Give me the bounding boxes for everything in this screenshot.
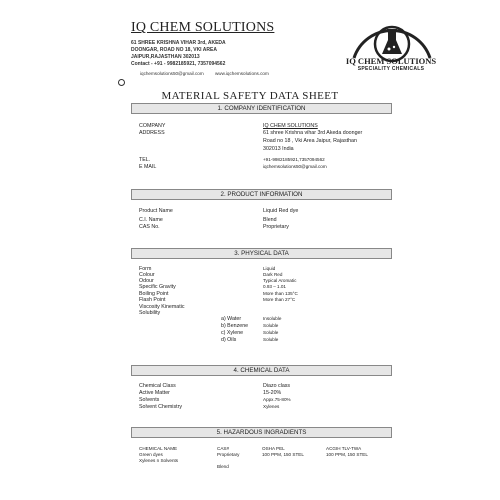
form-value: Liquid: [263, 266, 276, 271]
flash-point-value: More than 27°C: [263, 297, 296, 302]
address-value-1: 61 shree Krishna vihar 3rd Akeda doonger: [263, 130, 363, 136]
hazard-cas-1: Proprietary: [217, 452, 240, 457]
section-1-heading: 1. COMPANY IDENTIFICATION: [131, 103, 392, 114]
specific-gravity-label: Specific Gravity: [139, 284, 176, 290]
specific-gravity-value: 0.93 – 1.01: [263, 284, 286, 289]
boiling-point-label: Boiling Point: [139, 291, 169, 297]
section-3-heading: 3. PHYSICAL DATA: [131, 248, 392, 259]
hazard-header-osha-pel: OSHA PEL: [262, 446, 285, 451]
letterhead-address-line-1: 61 SHREE KRISHNA VIHAR 3rd, AKEDA: [131, 40, 226, 46]
address-value-2: Road no 18 , Vki Area Jaipur, Rajasthan: [263, 138, 357, 144]
solubility-value-benzene: Soluble: [263, 323, 279, 328]
solubility-medium-benzene: b) Benzene: [221, 323, 249, 329]
form-label: Form: [139, 266, 152, 272]
letterhead-address-line-3: JAIPUR,RAJASTHAN 302013: [131, 54, 200, 60]
letterhead-contact: Contact - +91 - 9982185921, 7357094562: [131, 61, 226, 67]
product-name-label: Product Name: [139, 208, 173, 214]
solvent-chemistry-value: Xylenes: [263, 404, 280, 409]
tel-label: TEL.: [139, 157, 151, 163]
flash-point-label: Flash Point: [139, 297, 166, 303]
boiling-point-value: More than 135°C: [263, 291, 298, 296]
hazard-header-acgih: ACGIH TLV-TWA: [326, 446, 362, 451]
letterhead-email-row: [140, 71, 279, 76]
cas-no-label: CAS No.: [139, 224, 160, 230]
colour-value: Dark Red: [263, 272, 283, 277]
letterhead-email: iqchemsolutions50@gmail.com: [140, 71, 204, 76]
tel-value: +91-9982185921,7357094562: [263, 157, 325, 162]
logo-company-name: IQ CHEM SOLUTIONS: [345, 56, 437, 66]
chemical-class-value: Diazo class: [263, 383, 291, 389]
solubility-value-xylene: Soluble: [263, 330, 279, 335]
hazard-osha-1: 100 PPM, 150 STEL: [262, 452, 304, 457]
bullet-circle-icon: [118, 79, 125, 86]
solubility-medium-water: a) Water: [221, 316, 242, 322]
hazard-name-1: Green dyes: [139, 452, 163, 457]
section-5-heading: 5. HAZARDOUS INGRADIENTS: [131, 427, 392, 438]
company-label: COMPANY: [139, 123, 166, 129]
solubility-medium-xylene: c) Xylene: [221, 330, 244, 336]
hazard-header-cas: CAS#: [217, 446, 230, 451]
odour-value: Typical Aromatic: [263, 278, 297, 283]
address-label: ADDRESS: [139, 130, 165, 136]
letterhead-address-line-2: DOONGAR, ROAD NO 18, VKI AREA: [131, 47, 217, 53]
hazard-acgih-1: 100 PPM, 150 STEL: [326, 452, 368, 457]
solubility-value-oils: Soluble: [263, 337, 279, 342]
cas-no-value: Proprietary: [263, 224, 289, 230]
hazard-header-chemical-name: CHEMICAL NAME: [139, 446, 178, 451]
email-value: iqchemsolutions50@gmail.com: [263, 164, 327, 169]
solvent-chemistry-label: Solvent Chemistry: [139, 404, 182, 410]
solvents-label: Solvents: [139, 397, 160, 403]
logo-subtitle: SPECIALITY CHEMICALS: [357, 66, 425, 72]
solubility-value-water: Insoluble: [263, 316, 282, 321]
solubility-label: Solubility: [139, 310, 161, 316]
hazard-cas-2: Blend: [217, 464, 229, 469]
section-2-heading: 2. PRODUCT INFORMATION: [131, 189, 392, 200]
letterhead-website: www.iqchemsolutions.com: [214, 71, 269, 76]
chemical-class-label: Chemical Class: [139, 383, 176, 389]
company-value: IQ CHEM SOLUTIONS: [263, 123, 318, 129]
address-value-3: 302013 India: [263, 146, 294, 152]
hazard-name-2: Xylenes n Solvents: [139, 458, 179, 463]
solubility-medium-oils: d) Oils: [221, 337, 237, 343]
odour-label: Odour: [139, 278, 154, 284]
viscosity-label: Viscosity Kinematic: [139, 304, 185, 310]
letterhead-company-name: IQ CHEM SOLUTIONS: [131, 20, 275, 35]
email-label: E MAIL: [139, 164, 157, 170]
product-name-value: Liquid Red dye: [263, 208, 299, 214]
active-matter-label: Active Matter: [139, 390, 170, 396]
document-title: MATERIAL SAFETY DATA SHEET: [161, 90, 339, 102]
ci-name-label: C.I. Name: [139, 217, 163, 223]
active-matter-value: 15-20%: [263, 390, 282, 396]
ci-name-value: Blend: [263, 217, 277, 223]
solvents-value: Appx.75-80%: [263, 397, 291, 402]
colour-label: Colour: [139, 272, 155, 278]
section-4-heading: 4. CHEMICAL DATA: [131, 365, 392, 376]
